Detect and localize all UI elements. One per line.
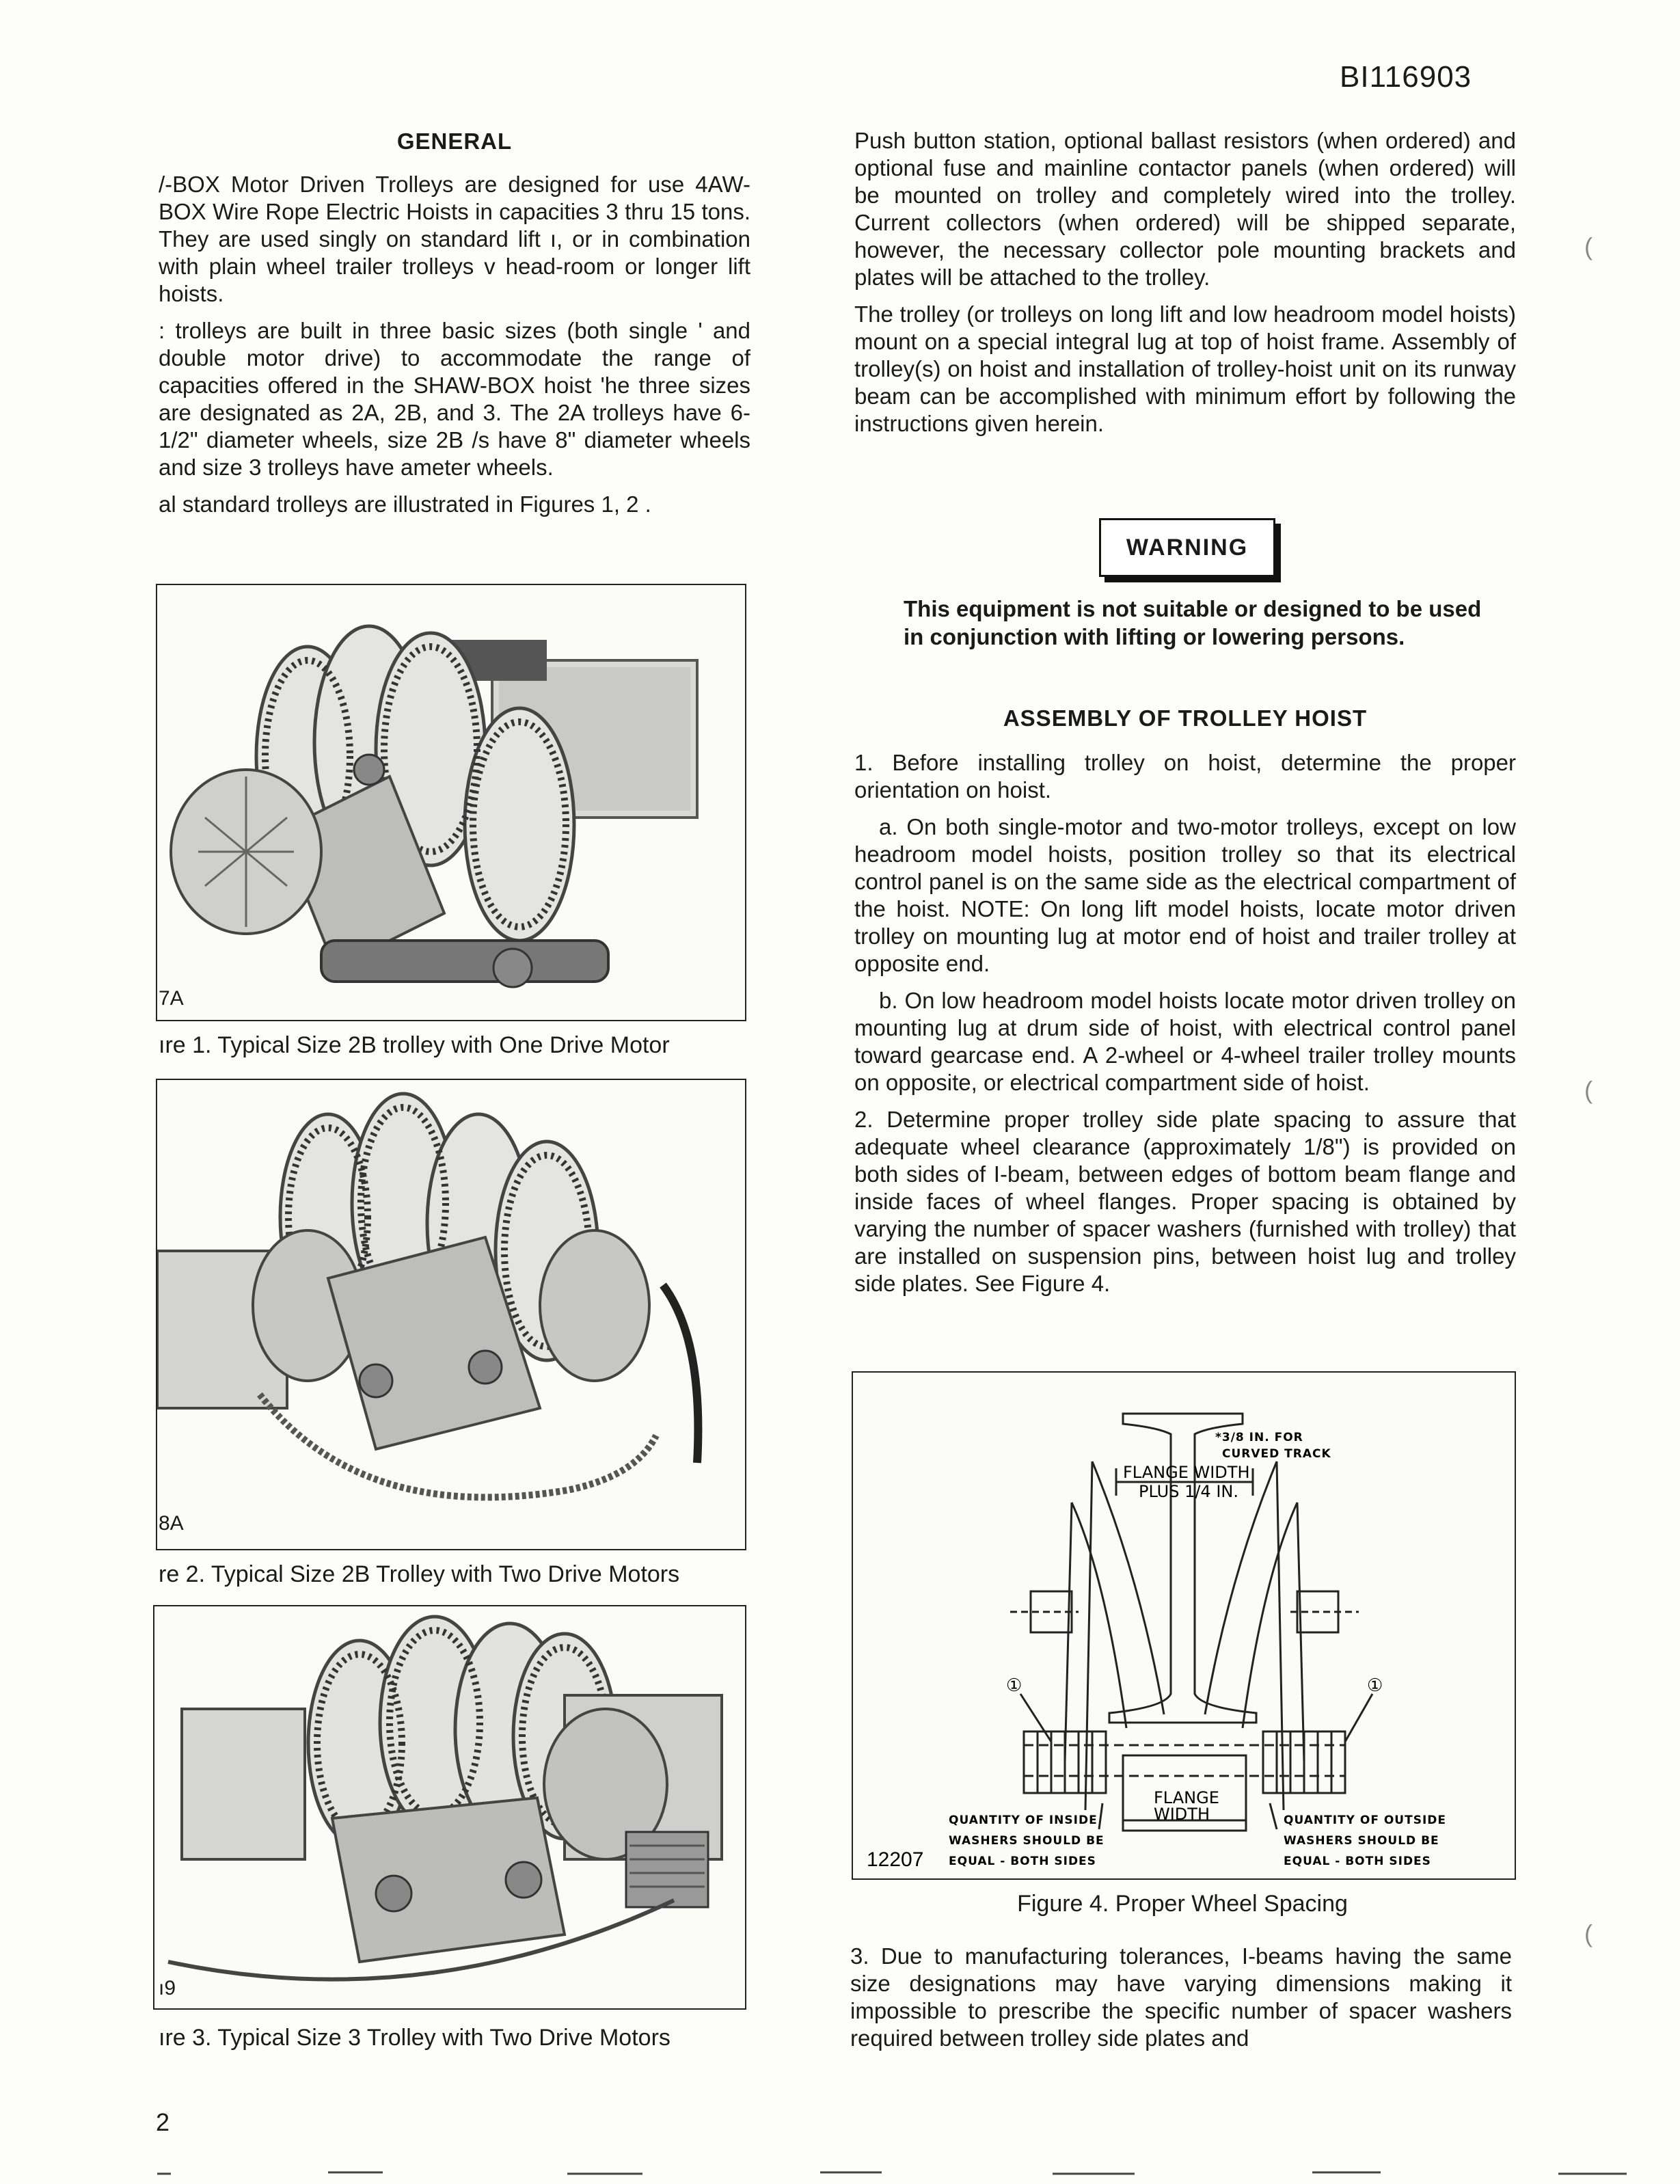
document-id: BI116903 <box>1340 60 1472 94</box>
outside-washers-line-1: QUANTITY OF OUTSIDE <box>1284 1814 1446 1827</box>
general-heading: GENERAL <box>396 129 513 154</box>
intro-paragraph-2: The trolley (or trolleys on long lift and low headroom model hoists) mount on a special integral lug at top of hoist frame. Assembly of trolley(s) on hoist and installation of trolley-hoist unit on its runway beam can be accomplished with minimum effort by following the instructions given herein. <box>854 301 1516 436</box>
figure-4-number: 12207 <box>867 1848 924 1871</box>
figure-2-photo <box>156 1079 746 1550</box>
figure-1-photo <box>156 584 746 1021</box>
flange-label: FLANGE <box>1154 1788 1219 1807</box>
page-number: 2 <box>156 2108 170 2136</box>
callout-left: ① <box>1006 1675 1022 1696</box>
figure-4-diagram <box>852 1371 1516 1880</box>
callout-right: ① <box>1367 1675 1383 1696</box>
warning-text: This equipment is not suitable or designed to be used in conjunction with lifting or lowering persons. <box>904 596 1482 649</box>
figure-3-photo <box>153 1605 746 2010</box>
curved-track-note-1: *3/8 IN. FOR <box>1215 1431 1303 1444</box>
margin-mark: ( <box>1584 232 1593 260</box>
warning-label: WARNING <box>1099 518 1275 577</box>
figure-3-number: ı9 <box>159 1977 176 1999</box>
plus-quarter-label: PLUS 1/4 IN. <box>1139 1482 1238 1501</box>
outside-washers-line-2: WASHERS SHOULD BE <box>1284 1834 1439 1848</box>
trolley-two-motors-illustration <box>157 1080 745 1549</box>
assembly-text <box>854 749 1516 1307</box>
assembly-step-1: 1. Before installing trolley on hoist, determine the proper orientation on hoist. <box>854 750 1516 803</box>
figure-1-number: 7A <box>159 987 184 1010</box>
general-paragraph-1: /-BOX Motor Driven Trolleys are designed for use 4AW-BOX Wire Rope Electric Hoists in capacities 3 thru 15 tons. They are used singly on standard lift ı, or in combination with plain wheel trailer trolleys v head-room or longer lift hoists. <box>159 172 750 306</box>
assembly-step-1a: a. On both single-motor and two-motor trolleys, except on low headroom model hoists, position trolley so that its electrical control panel is on the same side as the electrical compartment of the hoist. NOTE: On long lift model hoists, locate motor driven trolley on mounting lug at motor end of hoist and trailer trolley at opposite end. <box>854 814 1516 976</box>
intro-paragraph-1: Push button station, optional ballast resistors (when ordered) and optional fuse and mainline contactor panels (when ordered) will be mounted on trolley and completely wired into the trolley. Current collectors (when ordered) will be shipped separate, however, the necessary collector pole mounting brackets and plates will be attached to the trolley. <box>854 128 1516 290</box>
wheel-spacing-diagram <box>853 1373 1515 1878</box>
figure-2-number: 8A <box>159 1512 184 1535</box>
general-paragraph-3: al standard trolleys are illustrated in Figures 1, 2 . <box>159 491 651 517</box>
trolley-one-motor-illustration <box>157 585 745 1020</box>
assembly-heading: ASSEMBLY OF TROLLEY HOIST <box>1003 705 1368 731</box>
inside-washers-line-3: EQUAL - BOTH SIDES <box>949 1855 1096 1868</box>
figure-4-caption: Figure 4. Proper Wheel Spacing <box>1017 1891 1348 1917</box>
figure-1-caption: ıre 1. Typical Size 2B trolley with One Drive Motor <box>159 1032 670 1058</box>
figure-2-caption: re 2. Typical Size 2B Trolley with Two Drive Motors <box>159 1561 680 1587</box>
trolley-size-3-illustration <box>154 1606 745 2008</box>
inside-washers-line-2: WASHERS SHOULD BE <box>949 1834 1105 1848</box>
margin-mark: ( <box>1584 1919 1593 1947</box>
assembly-step-2: 2. Determine proper trolley side plate spacing to assure that adequate wheel clearance (approximately 1/8") is provided on both sides of I-beam, between edges of bottom beam flange and inside faces of wheel flanges. Proper spacing is obtained by varying the number of spacer washers (furnished with trolley) that are installed on suspension pins, between hoist lug and trolley side plates. See Figure 4. <box>854 1107 1516 1296</box>
outside-washers-line-3: EQUAL - BOTH SIDES <box>1284 1855 1431 1868</box>
figure-3-caption: ıre 3. Typical Size 3 Trolley with Two Drive Motors <box>159 2025 670 2051</box>
assembly-step-3: 3. Due to manufacturing tolerances, I-beams having the same size designations may have varying dimensions making it impossible to prescribe the specific number of spacer washers required between trolley side plates and <box>850 1943 1512 2051</box>
curved-track-note-2: CURVED TRACK <box>1222 1447 1331 1461</box>
inside-washers-line-1: QUANTITY OF INSIDE <box>949 1814 1098 1827</box>
flange-width-top-label: FLANGE WIDTH <box>1123 1463 1250 1482</box>
scan-noise-strip <box>0 2160 1680 2184</box>
general-paragraph-2: : trolleys are built in three basic sizes (both single ' and double motor drive) to accommodate the range of capacities offered in the SHAW-BOX hoist 'he three sizes are designated as 2A, 2B, and 3. The 2A trolleys have 6-1/2" diameter wheels, size 2B /s have 8" diameter wheels and size 3 trolleys have ameter wheels. <box>159 318 750 480</box>
general-text <box>159 171 750 528</box>
width-label: WIDTH <box>1154 1805 1210 1824</box>
intro-text <box>854 127 1516 447</box>
assembly-closing-text <box>850 1943 1512 2062</box>
assembly-step-1b: b. On low headroom model hoists locate motor driven trolley on mounting lug at drum side of hoist, with electrical control panel toward gearcase end. A 2-wheel or 4-wheel trailer trolley mounts on opposite, or electrical compartment side of hoist. <box>854 988 1516 1095</box>
margin-mark: ( <box>1584 1076 1593 1104</box>
